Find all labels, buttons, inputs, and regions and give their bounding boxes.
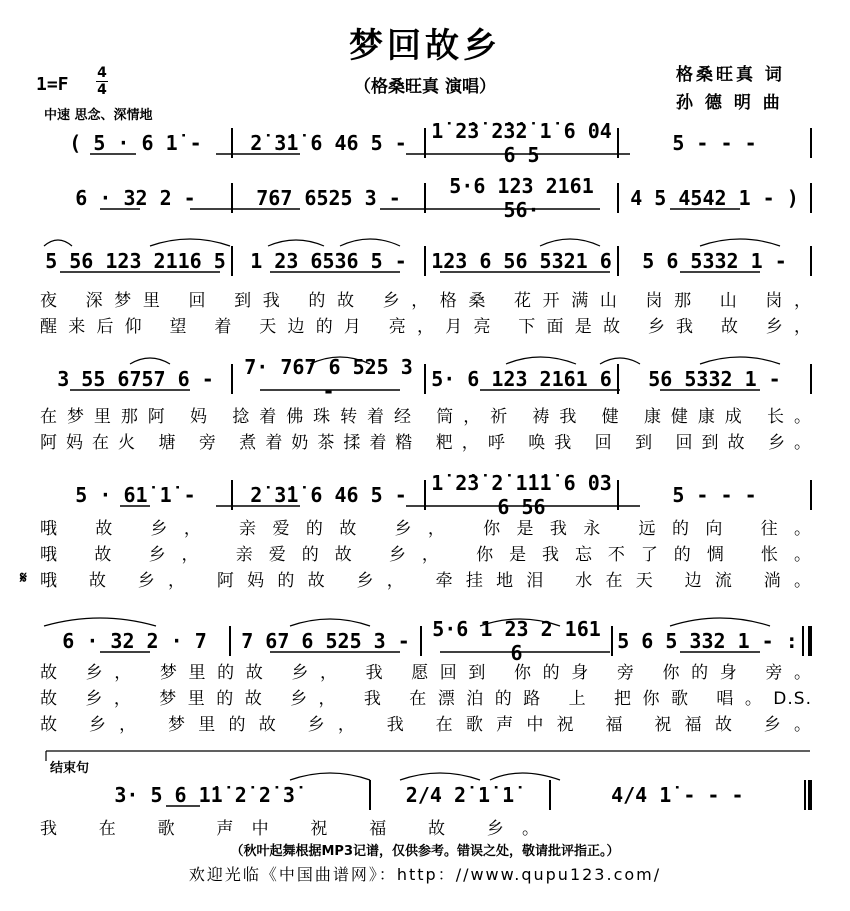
measure: 5 6 5332 1 - bbox=[642, 249, 787, 273]
lyric-line-1: 故 乡， 梦里的故 乡， 我 愿回到 你的身 旁 你的身 旁。 bbox=[40, 663, 812, 683]
measure: 6 · 32 2 - bbox=[75, 186, 196, 210]
measure: 1̇ 2̇3̇ 2̇3̇2̇ 1̇ 6 04 6 5 bbox=[431, 119, 612, 167]
measure: 7 67 6 525 3 - bbox=[241, 629, 410, 653]
segno-sign: 𝄋 bbox=[20, 568, 27, 587]
measure: 3· 5 6 1̇1̇ 2̇ 2̇ 3̇ bbox=[114, 783, 295, 807]
measure: 5 - - - bbox=[672, 131, 757, 155]
measure: 2̇ 3̇1̇ 6 46 5 - bbox=[250, 483, 407, 507]
lyric-line-2: 阿妈在火 塘 旁 煮着奶茶揉着糌 粑，呼 唤我 回 到 回到故 乡。 bbox=[40, 433, 812, 453]
lyric-line-2: 醒来后仰 望 着 天边的月 亮，月亮 下面是故 乡我 故 乡， bbox=[40, 317, 812, 337]
composer-credit: 孙 德 明 曲 bbox=[676, 93, 783, 113]
underline-beams bbox=[40, 128, 812, 168]
measure: 7· 767 6 525 3 - bbox=[244, 355, 413, 403]
key-signature: 1=F bbox=[36, 74, 69, 95]
measure: 6 · 32 2 · 7 bbox=[62, 629, 207, 653]
website-credit: 欢迎光临《中国曲谱网》：http：//www.qupu123.com/ bbox=[188, 865, 662, 884]
measure: 1̇ 2̇3̇ 2̇ 1̇1̇1̇ 6 03 6 56 bbox=[431, 471, 612, 519]
measure: 4 5 4542 1 - ) bbox=[630, 186, 799, 210]
measure: 123 6 56 5321 6 bbox=[431, 249, 612, 273]
measure: 767 6525 3 - bbox=[256, 186, 401, 210]
measure: 4/4 1̇ - - - bbox=[611, 783, 744, 807]
measure: 5 - - - bbox=[672, 483, 757, 507]
lyric-line-1: 哦 故 乡， 亲爱的故 乡， 你是我永 远的向 往。 bbox=[40, 519, 812, 539]
measure: 5 6 5 332 1 - : bbox=[617, 629, 798, 653]
lyric-line-1: 在梦里那阿 妈 捻着佛珠转着经 筒，祈 祷我 健 康健康成 长。 bbox=[40, 407, 812, 427]
time-denominator: 4 bbox=[97, 82, 107, 98]
measure: 5· 6 123 2161 6 bbox=[431, 367, 612, 391]
ending-label: 结束句 bbox=[50, 761, 90, 776]
singer-credit: （格桑旺真 演唱） bbox=[354, 77, 496, 97]
measure: 56 5332 1 - bbox=[648, 367, 781, 391]
time-numerator: 4 bbox=[97, 65, 107, 81]
time-signature bbox=[96, 66, 108, 97]
measure: 5 · 61̇ 1̇ - bbox=[75, 483, 196, 507]
measure: 5·6 123 2161 56· bbox=[449, 174, 594, 222]
lyric-line-2: 故 乡， 梦里的故 乡， 我 在漂泊的路 上 把你歌 唱。D.S. bbox=[40, 689, 812, 709]
lyricist-credit: 格桑旺真 词 bbox=[676, 65, 785, 85]
measure: 1 23 6536 5 - bbox=[250, 249, 407, 273]
ending-lyric: 我 在 歌 声中 祝 福 故 乡。 bbox=[40, 819, 540, 839]
underline-beams bbox=[40, 364, 812, 404]
measure: 5 56 123 2116 5 bbox=[45, 249, 226, 273]
tempo-marking: 中速 思念、深情地 bbox=[44, 108, 153, 123]
measure: 5·6 1 23 2 161 6 bbox=[432, 617, 601, 665]
ending-bracket bbox=[0, 745, 850, 765]
song-title: 梦回故乡 bbox=[349, 26, 501, 66]
underline-beams bbox=[40, 183, 812, 223]
lyric-line-3: 哦 故 乡， 阿妈的故 乡， 牵挂地泪 水在天 边流 淌。 bbox=[40, 571, 812, 591]
measure: 3 55 6757 6 - bbox=[57, 367, 214, 391]
lyric-line-3: 故 乡， 梦里的故 乡， 我 在歌声中祝 福 祝福故 乡。 bbox=[40, 715, 812, 735]
measure: 2/4 2̇ 1̇ 1̇ bbox=[405, 783, 515, 807]
underline-beams bbox=[40, 246, 812, 286]
transcription-note: （秋叶起舞根据MP3记谱，仅供参考。错误之处，敬请批评指正。） bbox=[230, 844, 620, 859]
measure: ( 5 · 6 1̇ - bbox=[69, 131, 202, 155]
measure: 2̇ 3̇1̇ 6 46 5 - bbox=[250, 131, 407, 155]
lyric-line-2: 哦 故 乡， 亲爱的故 乡， 你是我忘不了的惆 怅。 bbox=[40, 545, 812, 565]
lyric-line-1: 夜 深梦里 回 到我 的故 乡，格桑 花开满山 岗那 山 岗， bbox=[40, 291, 812, 311]
